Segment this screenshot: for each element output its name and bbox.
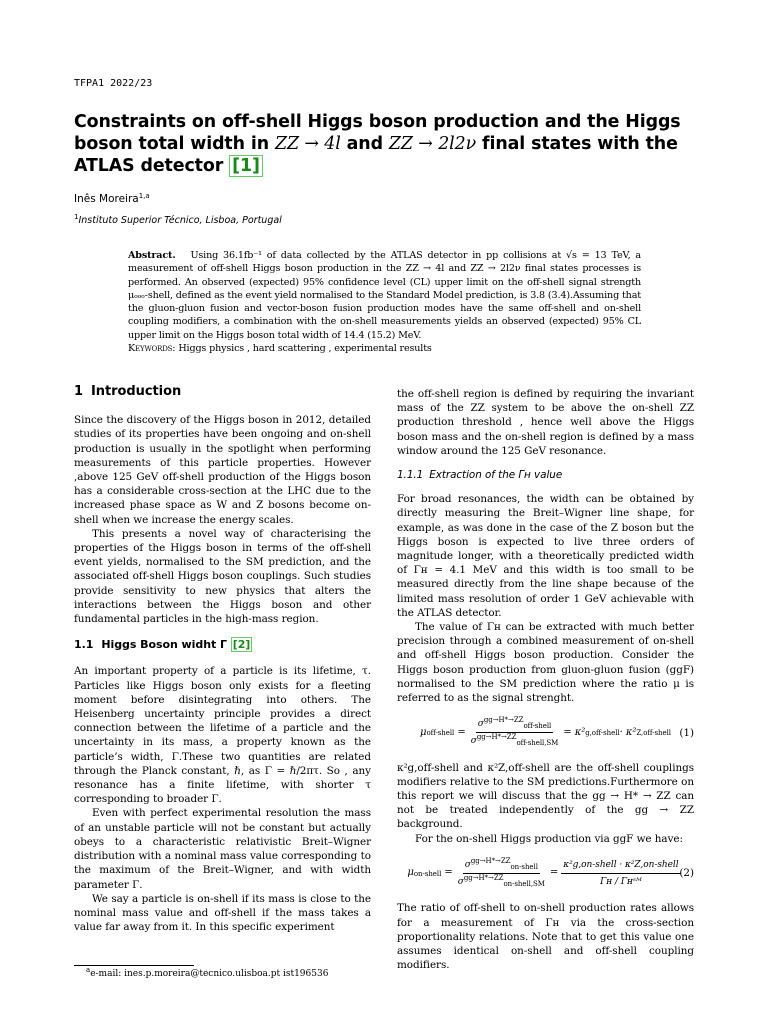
right-column (397, 387, 694, 972)
intro-paragraph-1: Since the discovery of the Higgs boson in 2012, detailed studies of its properties have been ongoing and on-shell production is usually in the spotlight when performing measurements of this particle properties. However ,above 125 GeV off-shell production of the Higgs boson has a considerable cross-section at the LHC due to the increased phase space as W and Z bosons become on-shell when we increase the energy scales. (74, 414, 371, 526)
equation-1-number: (1) (679, 726, 694, 739)
final-paragraph: The ratio of off-shell to on-shell production rates allows for a measurement of Γʜ via the cross-section proportionality relations. Note that to get this value one assumes identical on-shell and off-shell coupling modifiers. (397, 902, 694, 972)
abstract-label: Abstract. (128, 250, 176, 261)
width-paragraph-2: Even with perfect experimental resolution the mass of an unstable particle will not be constant but actually obeys to a characteristic relativistic Breit–Wigner distribution with a nominal mass value corresponding to the maximum of the Breit–Wigner, and with width parameter Γ. (74, 807, 371, 891)
subsection-citation-link[interactable]: [2] (232, 638, 251, 652)
width-paragraph-3: We say a particle is on-shell if its mass is close to the nominal mass value and off-shell if the mass takes a value far away from it. In this specific experiment (74, 892, 371, 934)
footnote: $^a$e-mail: ines.p.moreira@tecnico.ulisboa.pt ist196536 (86, 966, 329, 979)
onshell-intro: For the on-shell Higgs production via ggF we have: (415, 832, 683, 845)
keywords-label: Keywords: (128, 343, 176, 355)
footnote-rule (74, 965, 194, 966)
title-math-zz2l2nu: ZZ → 2l2ν (388, 134, 477, 154)
subsubsection-heading-extraction: 1.1.1 Extraction of the Γʜ value (397, 469, 563, 482)
equation-1: μ off-shell = $\frac{\sigma^{gg\to H*\to ZZ}_{off-shell}}{\sigma^{gg\to H*\to ZZ}_{off-shell,SM}}$ = κ² g,off-shell · κ² Z,off-shell (1) (420, 716, 694, 748)
abstract (128, 249, 641, 355)
extract-paragraph-1: For broad resonances, the width can be obtained by directly measuring the Breit–Wigner line shape, for example, as was done in the case of the Z boson but the Higgs boson is expected to live three orders of magnitude longer, with a theoretically predicted width of Γʜ = 4.1 MeV and this width is too small to be measured directly from the line shape because of the limited mass resolution of order 1 GeV achievable with the ATLAS detector. (397, 493, 694, 619)
intro-paragraph-2: This presents a novel way of characterising the properties of the Higgs boson in terms of the off-shell event yields, normalised to the SM prediction, and the associated off-shell Higgs boson couplings. Such studies provide sensitivity to new physics that alters the interactions between the Higgs boson and other fundamental particles in the high-mass region. (74, 527, 371, 626)
abstract-text: Using 36.1fb⁻¹ of data collected by the ATLAS detector in pp collisions at √s = 13 TeV, a measurement of off-shell Higgs boson production in the ZZ → 4l and ZZ → 2l2ν final states processes is performed. An observed (expected) 95% confidence level (CL) upper limit on the off-shell signal strength μₒₒₒ-shell, defined as the event yield normalised to the Standard Model prediction, is 3.8 (3.4).Assuming that the gluon-gluon fusion and vector-boson fusion production modes have the same off-shell and on-shell coupling modifiers, a combination with the on-shell measurements yields an observed (expected) 95% CL upper limit on the Higgs boson total width of 14.4 (15.2) MeV. (128, 250, 642, 341)
extract-paragraph-2: The value of Γʜ can be extracted with much better precision through a combined measurement of on-shell and off-shell Higgs boson production. Consider the Higgs boson production from gluon-gluon fusion (ggF) normalised to the SM prediction where the ratio μ is referred to as the signal strenght. (397, 621, 694, 705)
keywords: Higgs physics , hard scattering , experimental results (178, 343, 432, 355)
paper-title: Constraints on off-shell Higgs boson production and the Higgs boson total width in ZZ → 4l and ZZ → 2l2ν final states with the ATLAS detector [1] (74, 112, 681, 176)
right-paragraph-1: the off-shell region is defined by requiring the invariant mass of the ZZ system to be above the on-shell ZZ production threshold , hence well above the Higgs boson mass and the on-shell region is defined by a mass window around the 125 GeV resonance. (397, 388, 694, 457)
equation-2: μ on-shell = $\frac{\sigma^{gg\to H*\to ZZ}_{on-shell}}{\sigma^{gg\to H*\to ZZ}_{on-shell,SM}}$ = $\frac{\text{κ²g,on-shell · κ²Z,on-shell}}{\text{Γʜ / Γʜˢᴹ}}$ (2) (407, 856, 694, 889)
width-paragraph-1: An important property of a particle is its lifetime, τ. Particles like Higgs boson only exists for a fleeting moment before disintegrating into others. The Heisenberg uncertainty principle provides a direct connection between the lifetime of a particle and the uncertainty in its mass, a property known as the particle’s width, Γ.These two quantities are related through the Planck constant, ℏ, as Γ = ℏ/2πτ. So , any resonance has a finite lifetime, with shorter τ corresponding to broader Γ. (74, 665, 371, 806)
subsection-heading-higgs-width: 1.1 Higgs Boson widht Γ [2] (74, 638, 251, 652)
equation-2-number: (2) (679, 867, 694, 880)
affiliation: $^1$Instituto Superior Técnico, Lisboa, Portugal (74, 213, 282, 226)
author: Inês Moreira$^{1,a}$ (74, 192, 150, 205)
title-math-zz4l: ZZ → 4l (274, 134, 341, 154)
title-citation-link[interactable]: [1] (229, 155, 263, 177)
section-heading-introduction: 1 Introduction (74, 384, 182, 399)
left-column (74, 385, 371, 934)
after-equation-1: κ²g,off-shell and κ²Z,off-shell are the off-shell couplings modifiers relative to the SM predictions.Furthermore on this report we will discuss that the gg → H* → ZZ can not be treated independently of the gg → ZZ background. (397, 761, 694, 831)
course-header: TFPA1 2022/23 (74, 78, 153, 89)
